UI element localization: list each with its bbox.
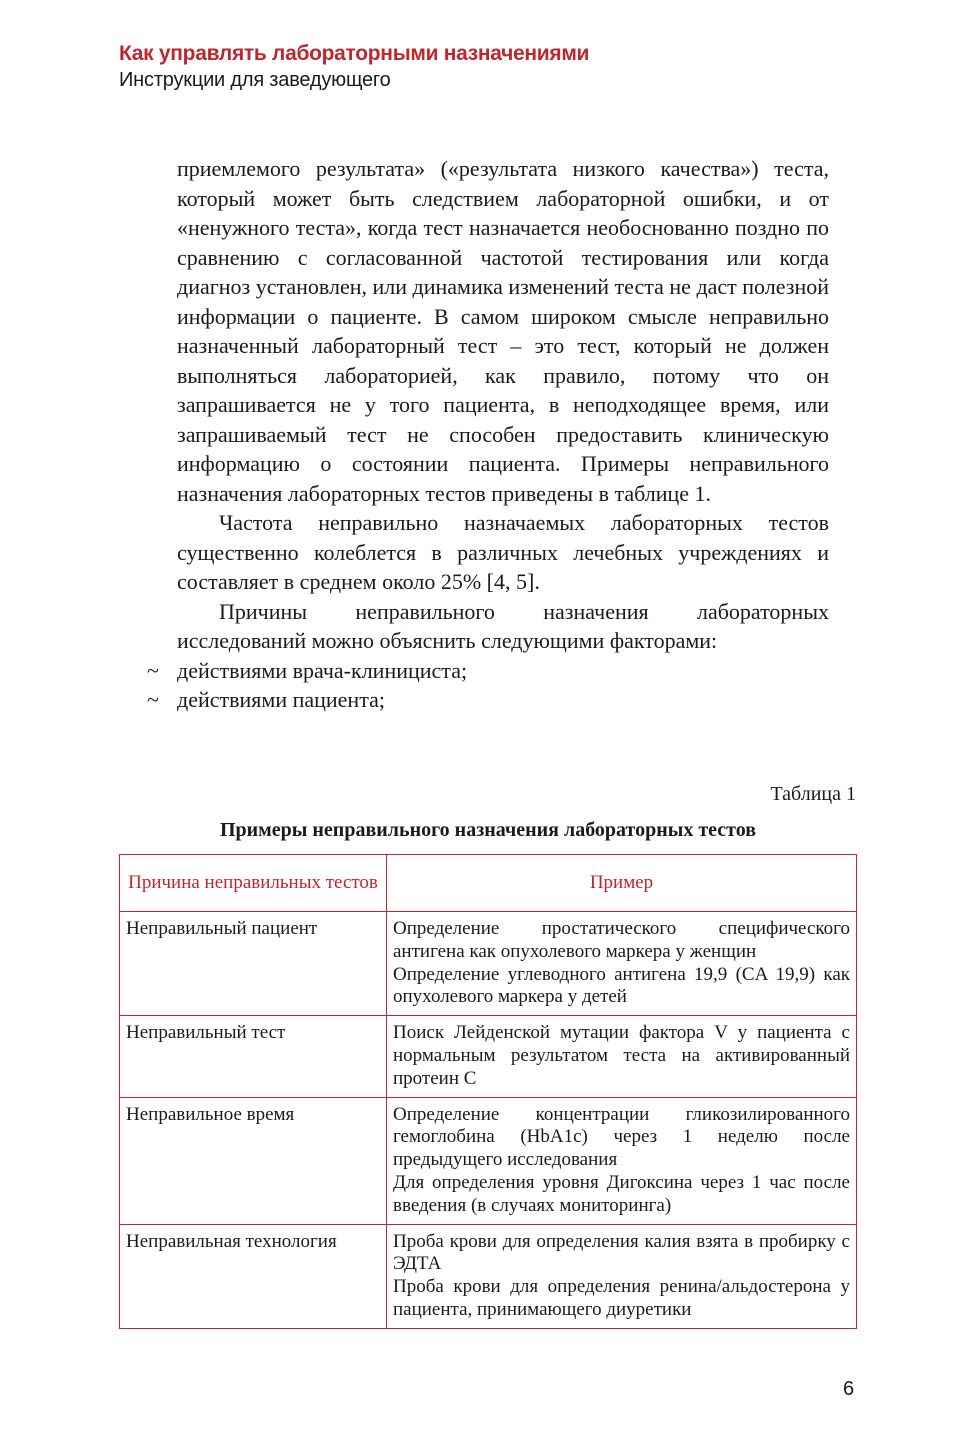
table-title: Примеры неправильного назначения лабораторных тестов xyxy=(219,819,757,841)
tilde-bullet-icon: ~ xyxy=(147,687,159,712)
example-text: Поиск Лейденской мутации фактора V у пациента с нормальным результатом теста на активированный протеин C xyxy=(393,1022,850,1089)
example-text: Определение углеводного антигена 19,9 (CA 19,9) как опухолевого маркера у детей xyxy=(393,963,850,1008)
list-item xyxy=(147,656,829,686)
list-item-text: действиями пациента; xyxy=(177,687,385,712)
list-item xyxy=(147,685,829,715)
column-header-reason: Причина неправильных тестов xyxy=(120,855,387,912)
page-header xyxy=(119,40,589,92)
list-item-text: действиями врача-клинициста; xyxy=(177,657,468,683)
paragraph: Частота неправильно назначаемых лабораторных тестов существенно колеблется в различных лечебных учреждениях и составляет в среднем около 25% [4, 5]. xyxy=(177,510,829,594)
paragraph: приемлемого результата» («результата низкого качества») теста, который может быть следствием лабораторной ошибки, и от «ненужного теста», когда тест назначается необоснованно поздно по сравнению с согласованной частотой тестирования или когда диагноз установлен, или динамика изменений теста не даст полезной информации о пациенте. В самом широком смысле неправильно назначенный лабораторный тест – это тест, который не должен выполняться лабораторией, как правило, потому что он запрашивается не у того пациента, в неподходящее время, или запрашиваемый тест не способен предоставить клиническую информацию о состоянии пациента. Примеры неправильного назначения лабораторных тестов приведены в таблице 1. xyxy=(177,156,830,506)
document-subtitle: Инструкции для заведующего xyxy=(119,69,391,91)
example-text: Для определения уровня Дигоксина через 1 час после введения (в случаях мониторинга) xyxy=(393,1171,850,1216)
table-cell-example xyxy=(387,1224,857,1328)
table-row xyxy=(120,1097,857,1224)
tilde-bullet-icon: ~ xyxy=(147,657,159,683)
example-text: Проба крови для определения калия взята в пробирку с ЭДТА xyxy=(393,1230,850,1275)
column-header-example: Пример xyxy=(387,855,857,912)
table-cell-reason: Неправильное время xyxy=(120,1097,387,1224)
table-cell-example xyxy=(387,1097,857,1224)
table-cell-example xyxy=(387,912,857,1016)
example-text: Определение простатического специфического антигена как опухолевого маркера у женщин xyxy=(393,918,850,962)
paragraph: Причины неправильного назначения лабораторных исследований можно объяснить следующими факторами: xyxy=(177,598,829,653)
body-text xyxy=(147,154,830,715)
example-text: Определение концентрации гликозилированного гемоглобина (HbA1c) через 1 неделю после предыдущего исследования xyxy=(393,1103,850,1171)
bullet-list xyxy=(147,656,829,715)
table-cell-example xyxy=(387,1016,857,1097)
table-header-row xyxy=(120,855,857,912)
example-text: Проба крови для определения ренина/альдостерона у пациента, принимающего диуретики xyxy=(393,1276,850,1320)
table-row xyxy=(120,1016,857,1097)
table-cell-reason: Неправильный тест xyxy=(120,1016,387,1097)
page-number: 6 xyxy=(843,1378,855,1400)
table-row xyxy=(120,912,857,1016)
examples-table xyxy=(119,854,857,1329)
table-cell-reason: Неправильный пациент xyxy=(120,912,387,1016)
document-title: Как управлять лабораторными назначениями xyxy=(119,42,590,65)
table-cell-reason: Неправильная технология xyxy=(120,1224,387,1328)
table-label: Таблица 1 xyxy=(770,783,856,805)
table-row xyxy=(120,1224,857,1328)
